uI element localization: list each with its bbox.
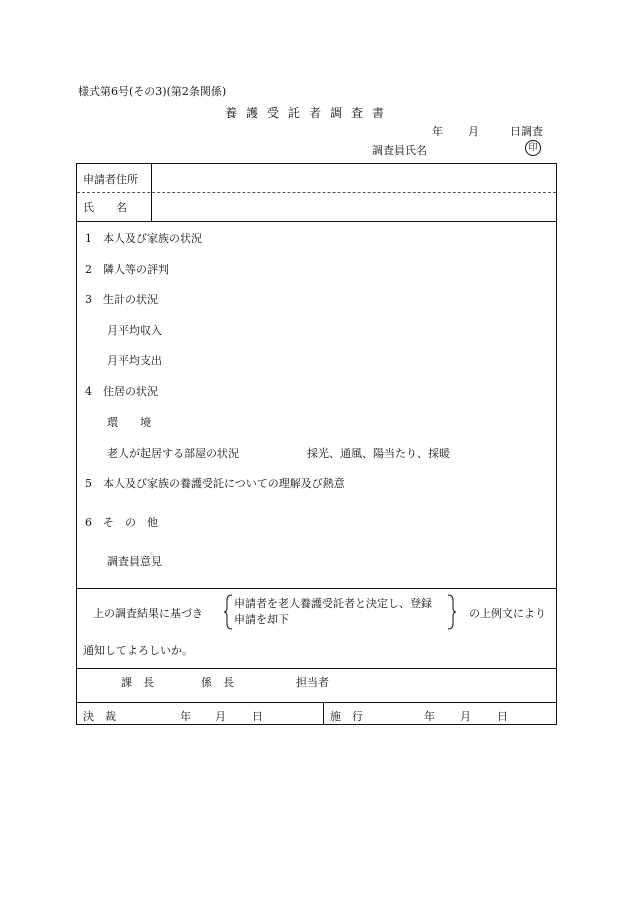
- footer-divider: [323, 702, 324, 725]
- survey-form-table: [76, 163, 557, 725]
- item-family-status: 1 本人及び家族の状況: [85, 232, 202, 245]
- decision-option-register: 申請者を老人養護受託者と決定し、登録: [234, 597, 432, 610]
- section-chief-label: 課 長: [121, 676, 154, 689]
- enforcement-month: 月: [460, 710, 471, 723]
- survey-date: [432, 123, 543, 139]
- staff-label: 担当者: [296, 676, 329, 689]
- item-monthly-income: 月平均収入: [107, 324, 162, 337]
- right-brace-icon: [447, 594, 457, 630]
- item-housing: 4 住居の状況: [85, 385, 158, 398]
- document-title: 養護受託者調査書: [225, 106, 394, 120]
- date-year: 年: [432, 125, 443, 138]
- row-divider: [77, 221, 556, 222]
- applicant-address-label: 申請者住所: [83, 173, 138, 186]
- enforcement-label: 施 行: [330, 710, 363, 723]
- investigator-name-label: 調査員氏名: [372, 144, 427, 157]
- decision-day: 日: [252, 710, 263, 723]
- decision-year: 年: [180, 710, 191, 723]
- item-investigator-opinion: 調査員意見: [107, 555, 162, 568]
- decision-line2: 通知してよろしいか。: [83, 644, 193, 657]
- item-neighbor-reputation: 2 隣人等の評判: [85, 263, 169, 276]
- decision-month: 月: [215, 710, 226, 723]
- row-divider: [77, 668, 556, 669]
- form-number: 様式第6号(その3)(第2条関係): [78, 85, 227, 98]
- item-room-conditions: 採光、通風、陽当たり、採暖: [307, 447, 450, 460]
- decision-label: 決 裁: [83, 710, 116, 723]
- enforcement-year: 年: [424, 710, 435, 723]
- item-livelihood: 3 生計の状況: [85, 293, 158, 306]
- row-divider-dashed: [77, 192, 556, 193]
- item-room-status: 老人が起居する部屋の状況: [107, 447, 239, 460]
- decision-prefix: 上の調査結果に基づき: [93, 607, 203, 620]
- item-environment: 環 境: [107, 416, 151, 429]
- date-day-survey: 日調査: [510, 125, 543, 138]
- left-brace-icon: [223, 594, 233, 630]
- subsection-chief-label: 係 長: [201, 676, 234, 689]
- enforcement-day: 日: [497, 710, 508, 723]
- decision-option-reject: 申請を却下: [234, 613, 289, 626]
- name-label: 氏 名: [83, 201, 127, 214]
- decision-suffix: の上例文により: [469, 607, 546, 620]
- item-other: 6 そ の 他: [85, 516, 158, 529]
- row-divider: [77, 702, 556, 703]
- seal-mark: 印: [525, 140, 541, 156]
- item-understanding-enthusiasm: 5 本人及び家族の養護受託についての理解及び熱意: [85, 477, 345, 490]
- item-monthly-expense: 月平均支出: [107, 354, 162, 367]
- row-divider: [77, 588, 556, 589]
- date-month: 月: [468, 125, 479, 138]
